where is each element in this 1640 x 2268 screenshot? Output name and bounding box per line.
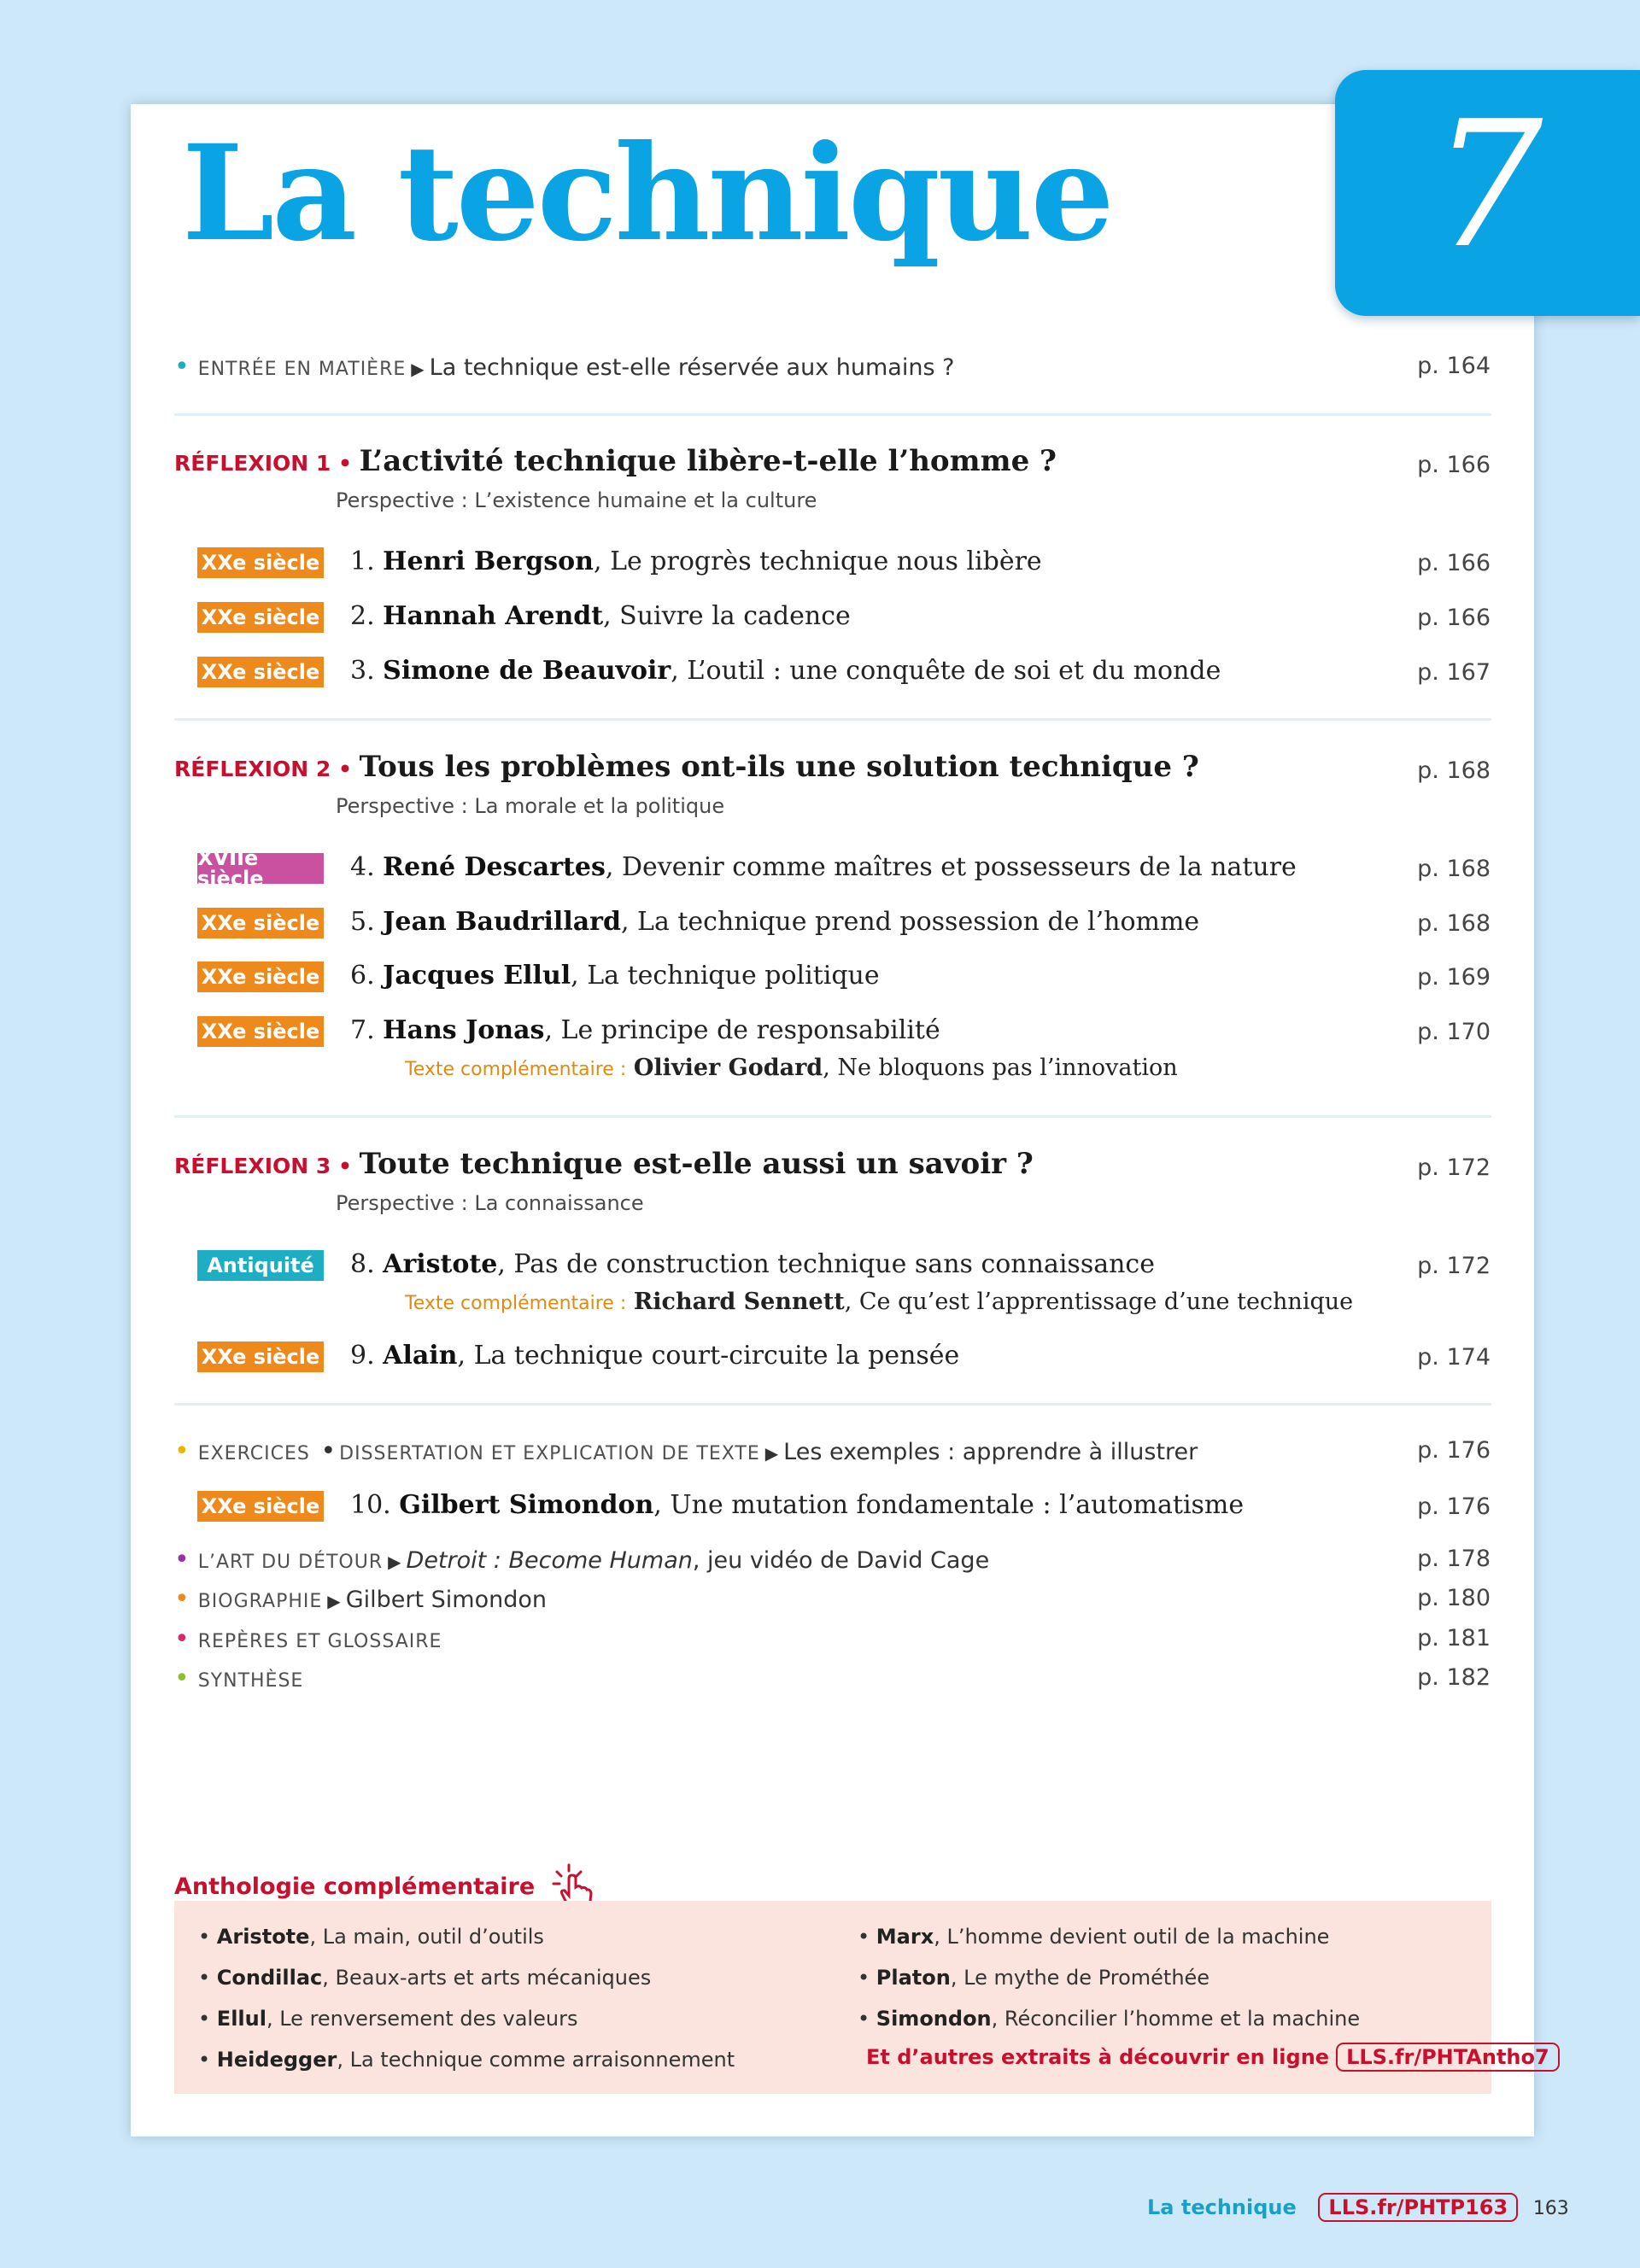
page-ref: p. 167 (1417, 659, 1491, 686)
perspective: Perspective : L’existence humaine et la culture (336, 488, 817, 512)
anthologie-item[interactable]: • Marx, L’homme devient outil de la machine (858, 1925, 1330, 1949)
bullet-icon: • (174, 1663, 190, 1693)
era-tag: Antiquité (197, 1250, 324, 1281)
era-tag: XXe siècle (197, 962, 324, 992)
anthologie-item[interactable]: • Heidegger, La technique comme arraisonnement (198, 2048, 735, 2072)
anthologie-link[interactable]: LLS.fr/PHTAntho7 (1336, 2043, 1560, 2072)
triangle-right-icon: ▶ (764, 1443, 779, 1464)
chapter-number-box (1335, 70, 1640, 316)
chapter-title: La technique (182, 116, 1112, 271)
footer-bar (1147, 2193, 1569, 2222)
text-entry[interactable]: 5. Jean Baudrillard, La technique prend possession de l’homme (350, 907, 1200, 937)
era-tag: XXe siècle (197, 657, 324, 687)
era-tag: XXe siècle (197, 547, 324, 578)
page-ref: p. 166 (1417, 550, 1491, 576)
chapter-number: 7 (1432, 85, 1543, 287)
page-ref: p. 166 (1417, 605, 1491, 631)
era-tag: XXe siècle (197, 1016, 324, 1047)
bullet-icon: • (174, 1624, 190, 1654)
anthologie-item[interactable]: • Ellul, Le renversement des valeurs (198, 2007, 578, 2031)
detour-line[interactable]: • L’ART DU DÉTOUR ▶ Detroit : Become Human, jeu vidéo de David Cage (174, 1545, 990, 1575)
text-entry[interactable]: 9. Alain, La technique court-circuite la pensée (350, 1341, 960, 1371)
complementary-text[interactable]: Texte complémentaire : Richard Sennett, Ce qu’est l’apprentissage d’une technique (405, 1289, 1354, 1315)
triangle-right-icon: ▶ (411, 359, 425, 379)
page-ref: p. 172 (1417, 1154, 1491, 1181)
bullet-icon: • (174, 1584, 190, 1614)
complementary-text[interactable]: Texte complémentaire : Olivier Godard, Ne bloquons pas l’innovation (405, 1055, 1178, 1081)
biographie-line[interactable]: • BIOGRAPHIE ▶ Gilbert Simondon (174, 1584, 547, 1614)
entree-line[interactable]: • ENTRÉE EN MATIÈRE ▶ La technique est-elle réservée aux humains ? (174, 352, 955, 382)
page-ref: p. 169 (1417, 964, 1491, 991)
triangle-right-icon: ▶ (388, 1552, 401, 1572)
page-ref: p. 164 (1417, 353, 1491, 379)
text-entry[interactable]: 6. Jacques Ellul, La technique politique (350, 961, 880, 991)
page-ref: p. 180 (1417, 1585, 1491, 1611)
era-tag: XVIIe siècle (197, 853, 324, 884)
page-ref: p. 168 (1417, 757, 1491, 784)
anthologie-item[interactable]: • Condillac, Beaux-arts et arts mécaniques (198, 1966, 652, 1990)
page-ref: p. 178 (1417, 1546, 1491, 1572)
anthologie-title: Anthologie complémentaire (174, 1862, 600, 1913)
synthese-line[interactable]: • SYNTHÈSE (174, 1663, 304, 1693)
era-tag: XXe siècle (197, 908, 324, 938)
page-ref: p. 182 (1417, 1664, 1491, 1691)
triangle-right-icon: ▶ (327, 1591, 341, 1611)
text-entry[interactable]: 7. Hans Jonas, Le principe de responsabilité (350, 1015, 940, 1045)
reflexion-2-heading[interactable]: RÉFLEXION 2 • Tous les problèmes ont-ils une solution technique ? (174, 750, 1199, 784)
perspective: Perspective : La connaissance (336, 1191, 644, 1215)
bullet-icon: • (320, 1436, 337, 1466)
bullet-icon: • (174, 1436, 190, 1466)
page-ref: p. 170 (1417, 1019, 1491, 1045)
divider (174, 1115, 1491, 1118)
text-entry[interactable]: 3. Simone de Beauvoir, L’outil : une conquête de soi et du monde (350, 656, 1221, 686)
reflexion-1-heading[interactable]: RÉFLEXION 1 • L’activité technique libère-t-elle l’homme ? (174, 444, 1057, 478)
anthologie-item[interactable]: • Simondon, Réconcilier l’homme et la machine (858, 2007, 1361, 2031)
content-card (131, 104, 1534, 2136)
page-ref: p. 174 (1417, 1344, 1491, 1371)
page-ref: p. 168 (1417, 856, 1491, 882)
era-tag: XXe siècle (197, 1491, 324, 1522)
page-ref: p. 176 (1417, 1437, 1491, 1464)
footer-title: La technique (1147, 2195, 1297, 2219)
text-entry[interactable]: 8. Aristote, Pas de construction technique sans connaissance (350, 1249, 1155, 1279)
anthologie-box (174, 1901, 1549, 2094)
anthologie-more: Et d’autres extraits à découvrir en ligne LLS.fr/PHTAntho7 (866, 2043, 1560, 2072)
bullet-icon: • (174, 1545, 190, 1575)
text-entry[interactable]: 4. René Descartes, Devenir comme maîtres et possesseurs de la nature (350, 852, 1297, 882)
page-ref: p. 168 (1417, 910, 1491, 937)
text-entry[interactable]: 2. Hannah Arendt, Suivre la cadence (350, 601, 851, 631)
text-entry[interactable]: 1. Henri Bergson, Le progrès technique nous libère (350, 547, 1042, 576)
era-tag: XXe siècle (197, 1342, 324, 1372)
page-number: 163 (1532, 2198, 1569, 2219)
bullet-icon: • (174, 352, 190, 382)
page-ref: p. 176 (1417, 1493, 1491, 1520)
divider (174, 718, 1491, 721)
reperes-line[interactable]: • REPÈRES ET GLOSSAIRE (174, 1624, 442, 1654)
page-ref: p. 172 (1417, 1253, 1491, 1279)
page-ref: p. 181 (1417, 1625, 1491, 1651)
divider (174, 413, 1491, 416)
page-ref: p. 166 (1417, 452, 1491, 478)
text-entry[interactable]: 10. Gilbert Simondon, Une mutation fondamentale : l’automatisme (350, 1490, 1245, 1520)
perspective: Perspective : La morale et la politique (336, 794, 725, 818)
exercices-line[interactable]: • EXERCICES • DISSERTATION ET EXPLICATION DE TEXTE ▶ Les exemples : apprendre à illustrer (174, 1436, 1198, 1466)
anthologie-item[interactable]: • Platon, Le mythe de Prométhée (858, 1966, 1210, 1990)
era-tag: XXe siècle (197, 602, 324, 633)
anthologie-item[interactable]: • Aristote, La main, outil d’outils (198, 1925, 544, 1949)
divider (174, 1403, 1491, 1406)
reflexion-3-heading[interactable]: RÉFLEXION 3 • Toute technique est-elle aussi un savoir ? (174, 1147, 1034, 1181)
footer-link[interactable]: LLS.fr/PHTP163 (1318, 2193, 1518, 2222)
